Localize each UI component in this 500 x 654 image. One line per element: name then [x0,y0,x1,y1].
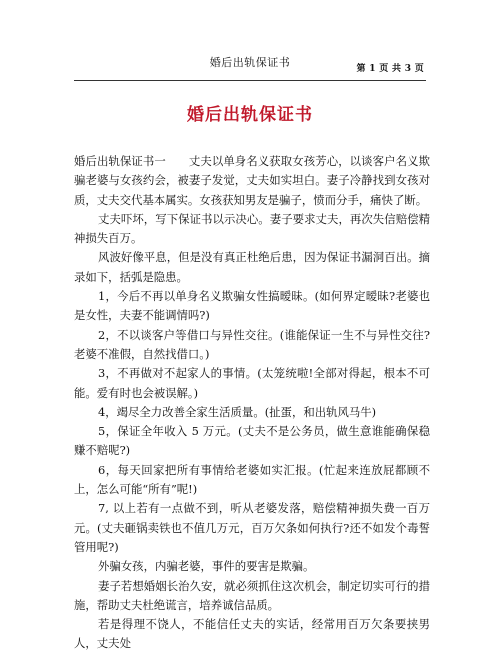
page-number: 第 1 页 共 3 页 [356,64,424,74]
paragraph: 7, 以上若有一点做不到，听从老婆发落，赔偿精神损失费一百万元。(丈夫砸锅卖铁也不值几万元，百万欠条如何执行?还不如发个毒誓管用呢?) [74,501,430,554]
paragraph: 若是得理不饶人，不能信任丈夫的实话，经常用百万欠条要挟男人，丈夫处 [74,617,430,651]
paragraph: 妻子若想婚姻长治久安，就必须抓住这次机会，制定切实可行的措施，帮助丈夫杜绝谎言，培养诚信品质。 [74,578,430,612]
paragraph: 3，不再做对不起家人的事情。(太笼统啦!全部对得起，根本不可能。爱有时也会被误解。) [74,366,430,400]
paragraph: 婚后出轨保证书一 丈夫以单身名义获取女孩芳心，以谈客户名义欺骗老婆与女孩约会，被妻子发觉，丈夫如实坦白。妻子冷静找到女孩对质，丈夫交代基本属实。女孩获知男友是骗子，愤而分手，痛快了断。 [74,154,430,207]
paragraph: 外骗女孩，内骗老婆，事件的要害是欺骗。 [98,559,315,574]
paragraph: 2，不以谈客户等借口与异性交往。(谁能保证一生不与异性交往?老婆不准假，自然找借口。) [74,327,430,361]
paragraph: 风波好像平息，但是没有真正杜绝后患，因为保证书漏洞百出。摘录如下，括弧是隐患。 [74,250,430,284]
header-title: 婚后出轨保证书 [209,56,291,69]
document-title: 婚后出轨保证书 [187,105,313,125]
paragraph: 丈夫吓坏，写下保证书以示决心。妻子要求丈夫，再次失信赔偿精神损失百万。 [74,211,430,246]
paragraph: 1，今后不再以单身名义欺骗女性搞暧昧。(如何界定暧昧?老婆也是女性，夫妻不能调情吗?) [74,289,430,323]
paragraph: 6，每天回家把所有事情给老婆如实汇报。(忙起来连放屁都顾不上，怎么可能“所有”呢!) [74,462,430,497]
document-body [74,152,430,654]
paragraph: 5，保证全年收入 5 万元。(丈夫不是公务员，做生意谁能确保稳赚不赔呢?) [74,424,430,458]
paragraph: 4，竭尽全力改善全家生活质量。(扯蛋，和出轨风马牛) [98,404,377,419]
header-divider [74,80,426,81]
